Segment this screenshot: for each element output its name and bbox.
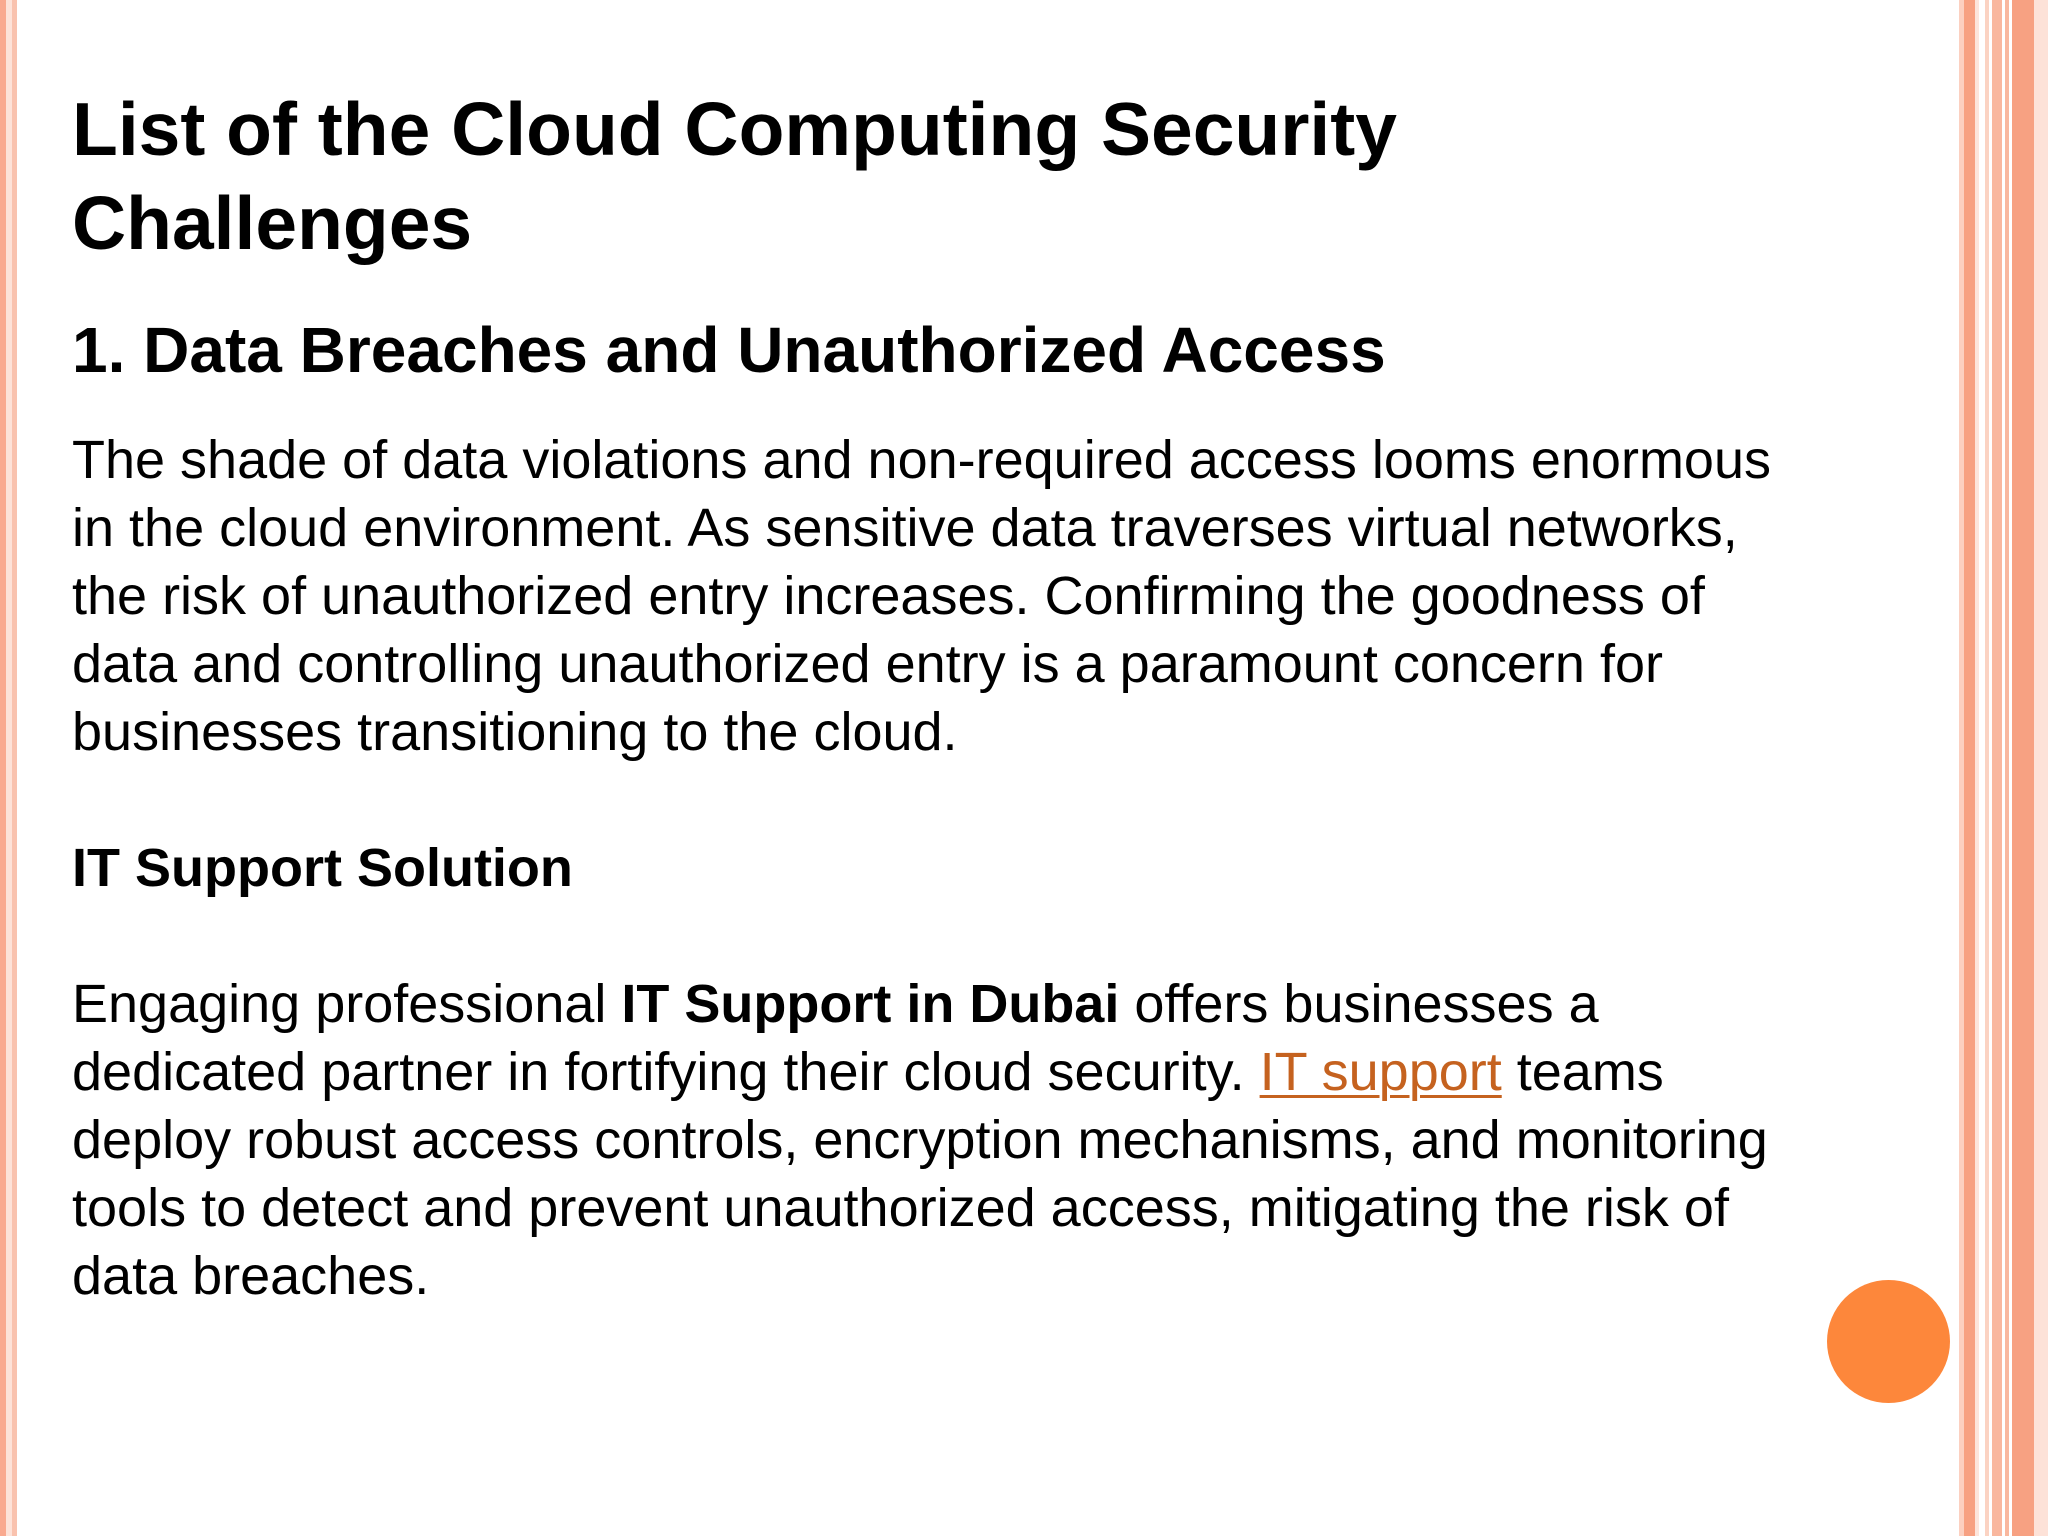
solution-line bbox=[72, 1038, 1872, 1106]
it-support-dubai-bold: IT Support in Dubai bbox=[621, 974, 1120, 1034]
right-border-stripe bbox=[1964, 0, 1975, 1536]
solution-line-text: offers businesses a bbox=[1119, 974, 1599, 1034]
solution-line bbox=[72, 970, 1872, 1038]
solution-line-text: teams bbox=[1501, 1042, 1664, 1102]
slide-title-line-2: Challenges bbox=[72, 181, 473, 265]
left-border-stripe bbox=[12, 0, 17, 1536]
solution-line-text: dedicated partner in fortifying their cloud security. bbox=[72, 1042, 1260, 1102]
slide-title bbox=[72, 82, 1872, 270]
description-paragraph bbox=[72, 426, 1872, 766]
description-line: The shade of data violations and non-required access looms enormous bbox=[72, 430, 1771, 490]
description-line: the risk of unauthorized entry increases. Confirming the goodness of bbox=[72, 566, 1705, 626]
solution-heading: IT Support Solution bbox=[72, 838, 573, 898]
solution-paragraph bbox=[72, 970, 1872, 1310]
description-line: businesses transitioning to the cloud. bbox=[72, 702, 958, 762]
solution-line-text: Engaging professional bbox=[72, 974, 622, 1034]
right-border-stripe bbox=[2034, 0, 2048, 1536]
description-line: in the cloud environment. As sensitive data traverses virtual networks, bbox=[72, 498, 1738, 558]
right-border-stripe bbox=[1992, 0, 2002, 1536]
section-heading: 1. Data Breaches and Unauthorized Access bbox=[72, 314, 1386, 386]
solution-line: deploy robust access controls, encryption mechanisms, and monitoring bbox=[72, 1110, 1768, 1170]
right-border-stripe bbox=[2012, 0, 2034, 1536]
solution-line: data breaches. bbox=[72, 1246, 430, 1306]
it-support-link[interactable]: IT support bbox=[1259, 1042, 1502, 1102]
slide-content bbox=[72, 82, 1872, 1310]
slide-title-line-1: List of the Cloud Computing Security bbox=[72, 87, 1397, 171]
description-line: data and controlling unauthorized entry is a paramount concern for bbox=[72, 634, 1663, 694]
decorative-orange-circle bbox=[1827, 1280, 1950, 1403]
solution-line: tools to detect and prevent unauthorized access, mitigating the risk of bbox=[72, 1178, 1729, 1238]
